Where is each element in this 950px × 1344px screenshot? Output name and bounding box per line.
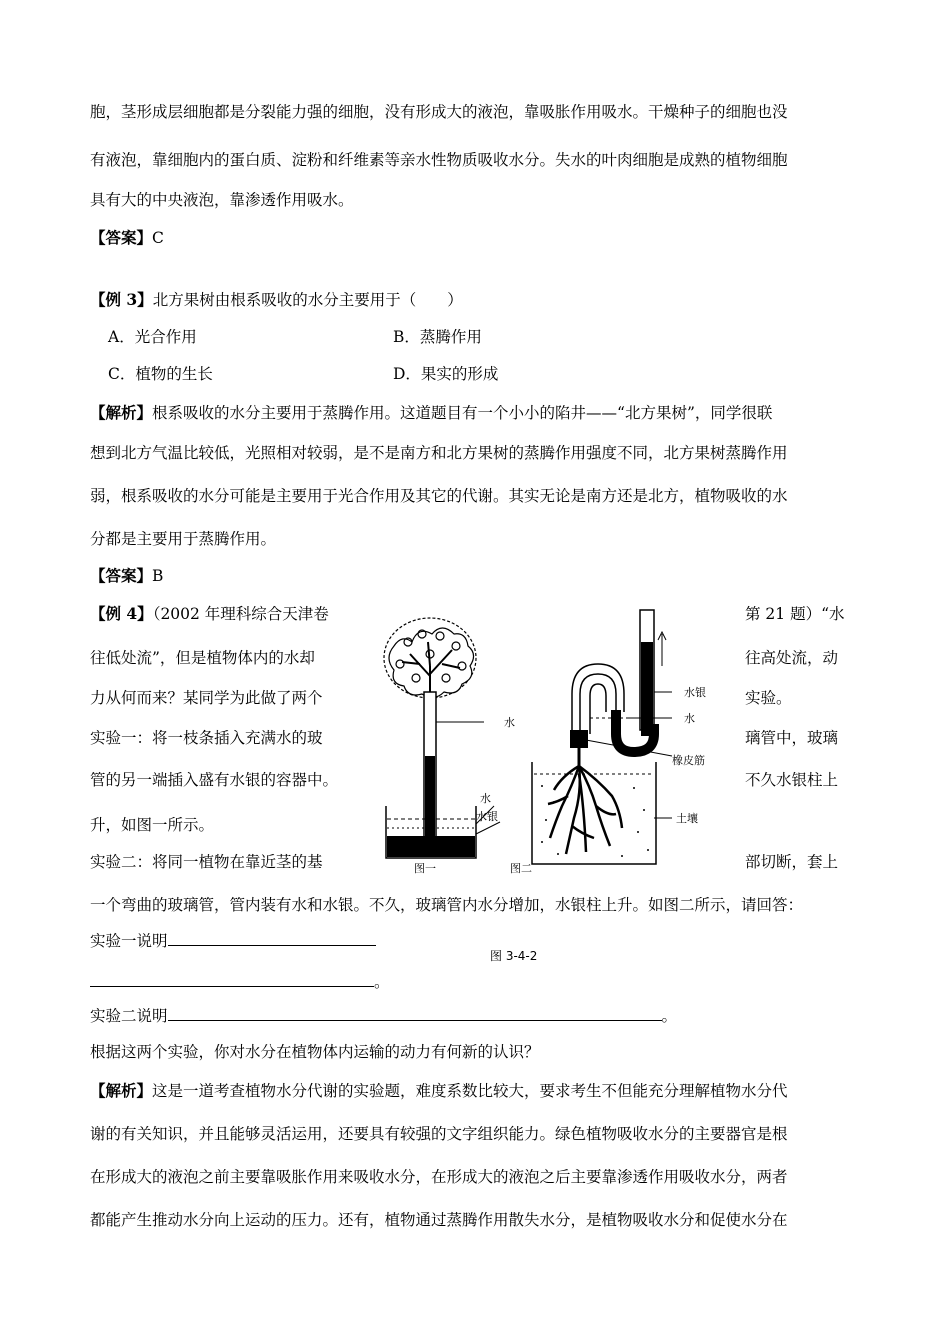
exp1-line xyxy=(90,931,376,951)
text-line: 实验一：将一枝条插入充满水的玻 xyxy=(90,729,323,747)
text-line: 具有大的中央液泡，靠渗透作用吸水。 xyxy=(90,191,354,209)
text-right: 往高处流，动 xyxy=(745,649,839,667)
text-line: 管的另一端插入盛有水银的容器中。 xyxy=(90,771,339,789)
answer-value: B xyxy=(152,567,164,585)
label-soil: 土壤 xyxy=(676,812,698,825)
exp2-line xyxy=(90,1006,677,1026)
option-b: B．蒸腾作用 xyxy=(393,328,482,346)
answer-line xyxy=(90,228,164,248)
text-line: 有液泡，靠细胞内的蛋白质、淀粉和纤维素等亲水性物质吸收水分。失水的叶肉细胞是成熟的植物细胞 xyxy=(90,151,788,169)
figure1 xyxy=(384,618,515,858)
option-d: D．果实的形成 xyxy=(393,365,499,383)
fig2-label: 图二 xyxy=(510,862,532,875)
text-right: 部切断，套上 xyxy=(745,853,839,871)
answer-label: 【答案】 xyxy=(90,228,153,247)
label-water: 水 xyxy=(480,792,491,805)
period: 。 xyxy=(661,1007,678,1025)
analysis-text: 这是一道考查植物水分代谢的实验题，难度系数比较大，要求考生不但能充分理解植物水分代 xyxy=(152,1082,788,1100)
text-right: 不久水银柱上 xyxy=(745,771,839,789)
figure2 xyxy=(532,610,706,864)
example3-label: 【例 3】 xyxy=(90,290,153,309)
analysis-line xyxy=(90,403,772,423)
period: 。 xyxy=(374,973,390,991)
fig1-label: 图一 xyxy=(414,862,436,875)
answer-blank[interactable] xyxy=(90,972,374,987)
text-right: 第 21 题）“水 xyxy=(745,605,845,623)
label-water: 水 xyxy=(684,712,695,725)
figure-caption: 图 3-4-2 xyxy=(490,949,538,963)
text-line: 力从何而来？某同学为此做了两个 xyxy=(90,689,323,707)
text-line: 实验二：将同一植物在靠近茎的基 xyxy=(90,853,323,871)
option-a: A．光合作用 xyxy=(108,328,197,346)
analysis-label: 【解析】 xyxy=(90,403,153,422)
text-line: 升，如图一所示。 xyxy=(90,816,215,834)
analysis-text: 根系吸收的水分主要用于蒸腾作用。这道题目有一个小小的陷井——“北方果树”，同学很联 xyxy=(152,404,773,422)
example4-label: 【例 4】 xyxy=(90,604,153,623)
text-line: 一个弯曲的玻璃管，管内装有水和水银。不久，玻璃管内水分增加，水银柱上升。如图二所示，请回答： xyxy=(90,896,804,914)
example4-line xyxy=(90,604,329,624)
example3-question xyxy=(90,290,463,310)
label-water: 水 xyxy=(504,716,515,729)
experiment-figure xyxy=(372,606,742,876)
answer-label: 【答案】 xyxy=(90,566,153,585)
text-line: 都能产生推动水分向上运动的压力。还有，植物通过蒸腾作用散失水分，是植物吸收水分和促使水分在 xyxy=(90,1211,788,1229)
option-c: C．植物的生长 xyxy=(108,365,213,383)
text-line: 弱，根系吸收的水分可能是主要用于光合作用及其它的代谢。其实无论是南方还是北方，植物吸收的水 xyxy=(90,487,788,505)
answer-blank[interactable] xyxy=(168,931,376,946)
text-line: 想到北方气温比较低，光照相对较弱，是不是南方和北方果树的蒸腾作用强度不同，北方果树蒸腾作用 xyxy=(90,444,788,462)
question-line: 根据这两个实验，你对水分在植物体内运输的动力有何新的认识？ xyxy=(90,1043,540,1061)
label-rubber-band: 橡皮筋 xyxy=(672,754,705,767)
exp1-continued xyxy=(90,972,390,992)
analysis-line xyxy=(90,1081,788,1101)
answer-blank[interactable] xyxy=(168,1006,662,1021)
text-right: 实验。 xyxy=(745,689,792,707)
text-line: 胞，茎形成层细胞都是分裂能力强的细胞，没有形成大的液泡，靠吸胀作用吸水。干燥种子的细胞也没 xyxy=(90,103,788,121)
text-line: 谢的有关知识，并且能够灵活运用，还要具有较强的文字组织能力。绿色植物吸收水分的主要器官是根 xyxy=(90,1125,788,1143)
example3-question-text: 北方果树由根系吸收的水分主要用于（ ） xyxy=(152,291,463,309)
text: （2002 年理科综合天津卷 xyxy=(152,605,329,623)
label-mercury: 水银 xyxy=(476,810,498,823)
exp2-label: 实验二说明 xyxy=(90,1007,168,1025)
text-right: 璃管中，玻璃 xyxy=(745,729,839,747)
label-mercury: 水银 xyxy=(684,686,706,699)
exp1-label: 实验一说明 xyxy=(90,932,168,950)
text-line: 分都是主要用于蒸腾作用。 xyxy=(90,530,277,548)
answer-value: C xyxy=(152,229,164,247)
text-line: 在形成大的液泡之前主要靠吸胀作用来吸收水分，在形成大的液泡之后主要靠渗透作用吸收水分，两者 xyxy=(90,1168,788,1186)
text-line: 往低处流”，但是植物体内的水却 xyxy=(90,649,315,667)
answer-line xyxy=(90,566,163,586)
analysis-label: 【解析】 xyxy=(90,1081,153,1100)
